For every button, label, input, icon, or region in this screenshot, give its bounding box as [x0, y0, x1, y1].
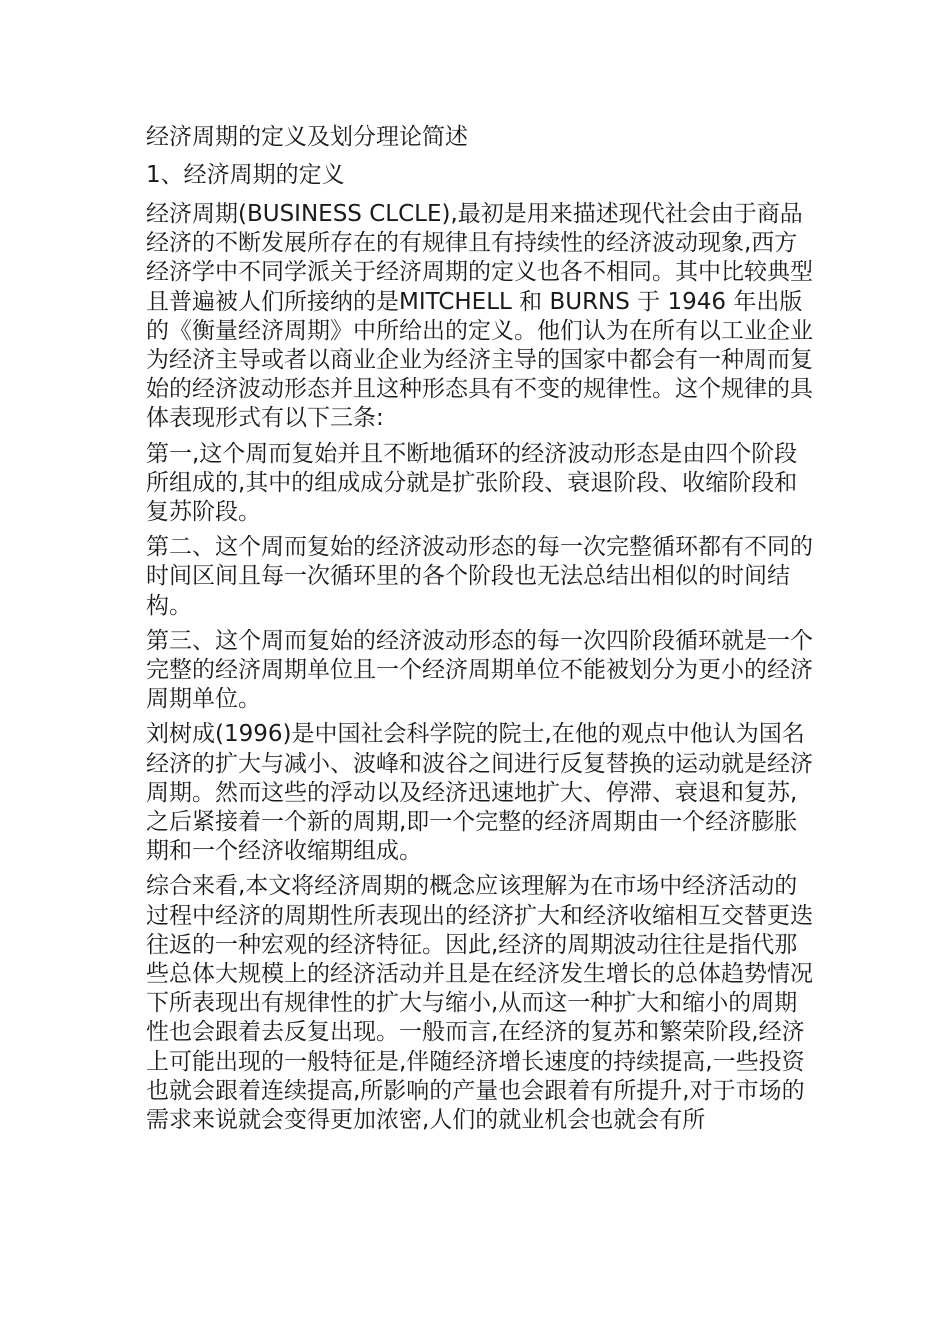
paragraph-definition: 经济周期(BUSINESS CLCLE),最初是用来描述现代社会由于商品经济的不断发展所存在的有规律且有持续性的经济波动现象,西方经济学中不同学派关于经济周期的定义也各不相同。其中比较典型且普遍被人们所接纳的是MITCHELL 和 BURNS 于 1946 年出版的《衡量经济周期》中所给出的定义。他们认为在所有以工业企业为经济主导或者以商业企业为经济主导的国家中都会有一种周而复始的经济波动形态并且这种形态具有不变的规律性。这个规律的具体表现形式有以下三条: [146, 201, 813, 432]
paragraph-rule-three: 第三、这个周而复始的经济波动形态的每一次四阶段循环就是一个完整的经济周期单位且一个经济周期单位不能被划分为更小的经济周期单位。 [146, 627, 813, 713]
paragraph-rule-one: 第一,这个周而复始并且不断地循环的经济波动形态是由四个阶段所组成的,其中的组成成分就是扩张阶段、衰退阶段、收缩阶段和复苏阶段。 [146, 440, 798, 526]
document-body [146, 122, 814, 1141]
paragraph-liu-shucheng: 刘树成(1996)是中国社会科学院的院士,在他的观点中他认为国名经济的扩大与减小、波峰和波谷之间进行反复替换的运动就是经济周期。然而这些的浮动以及经济迅速地扩大、停滞、衰退和复苏,之后紧接着一个新的周期,即一个完整的经济周期由一个经济膨胀期和一个经济收缩期组成。 [146, 721, 813, 865]
document-title: 经济周期的定义及划分理论简述 [146, 124, 468, 150]
paragraph-summary: 综合来看,本文将经济周期的概念应该理解为在市场中经济活动的过程中经济的周期性所表现出的经济扩大和经济收缩相互交替更迭往返的一种宏观的经济特征。因此,经济的周期波动往往是指代那些总体大规模上的经济活动并且是在经济发生增长的总体趋势情况下所表现出有规律性的扩大与缩小,从而这一种扩大和缩小的周期性也会跟着去反复出现。一般而言,在经济的复苏和繁荣阶段,经济上可能出现的一般特征是,伴随经济增长速度的持续提高,一些投资也就会跟着连续提高,所影响的产量也会跟着有所提升,对于市场的需求来说就会变得更加浓密,人们的就业机会也就会有所 [146, 873, 813, 1134]
section-heading: 1、经济周期的定义 [146, 162, 345, 188]
paragraph-rule-two: 第二、这个周而复始的经济波动形态的每一次完整循环都有不同的时间区间且每一次循环里的各个阶段也无法总结出相似的时间结构。 [146, 534, 813, 619]
